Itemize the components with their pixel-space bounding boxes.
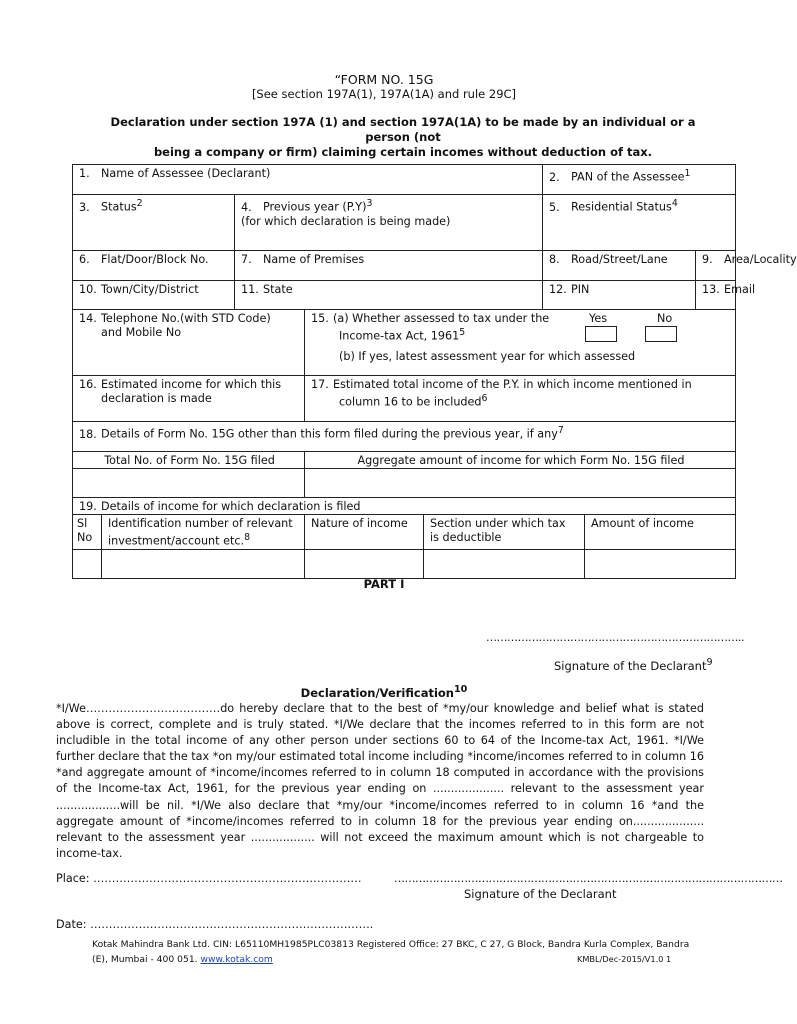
field-pin[interactable]: 12. PIN [543,281,696,310]
col-total-forms-filed: Total No. of Form No. 15G filed [73,452,305,469]
field-note: (for which declaration is being made) [241,214,451,228]
signature-label: Signature of the Declarant$^9$ [554,657,713,673]
field-label: Name of Assessee (Declarant) [101,167,271,180]
field-state[interactable]: 11. State [235,281,543,310]
field-road-street-lane[interactable]: 8. Road/Street/Lane [543,251,696,281]
footer-link[interactable]: www.kotak.com [200,954,273,965]
field-income-details: 19. Details of income for which declaration is filed [73,498,736,515]
table-row [73,549,736,578]
field-previous-year[interactable]: 4. Previous year $(P.Y)^3$ (for which declaration is being made) [235,195,543,251]
footer-line2: (E), Mumbai - 400 051. [92,954,198,965]
field-label: Name of Premises [263,253,365,266]
verification-text: *I/We………………………………do hereby declare that to the best of *my/our knowledge and belief what is stated above is correct, complete and is truly stated. *I/We declare that the incomes referred to in this form are not includible in the total income of any other person under sections 60 to 64 of the Income-tax Act, 1961. *I/We further declare that the tax *on my/our estimated total income including *income/incomes referred to in column 16 *and aggregate amount of *income/incomes referred to in column 18 computed in accordance with the provisions of the Income-tax Act, 1961, for the previous year ending on .................... relevant to the assessment year ..................will be nil. *I/We also declare that *my/our *income/incomes referred to in column 16 *and the aggregate amount of *income/incomes referred to in column 18 for the previous year ending on.................... relevant to the assessment year .................. will not exceed the maximum amount which is not chargeable to income-tax. [56,702,704,860]
field-label: Estimated income for which this [101,378,282,391]
field-label: PIN [571,283,590,296]
yes-label: Yes [589,312,608,325]
header-identification-number: Identification number of relevant investment/account etc.$^8$ [102,515,305,550]
field-residential-status[interactable]: 5. Residential Status$^4$ [543,195,736,251]
field-flat-door-block[interactable]: 6. Flat/Door/Block No. [73,251,235,281]
field-estimated-income[interactable]: 16. Estimated income for which this declaration is made [73,376,305,422]
declaration-form-table [72,164,797,579]
signature-label-2: Signature of the Declarant [464,887,617,901]
field-label: Previous year (P.Y) [263,200,367,214]
field-label-2: declaration is made [101,392,212,405]
field-label: Area/Locality [724,253,797,266]
no-label: No [657,312,673,325]
field-label: Residential Status [571,200,672,214]
input-nature-of-income[interactable] [305,549,424,578]
field-town-city-district[interactable]: 10. Town/City/District [73,281,235,310]
field-label-2: column 16 to be included [339,395,482,409]
field-label: State [263,283,293,296]
field-name-of-premises[interactable]: 7. Name of Premises [235,251,543,281]
declaration-heading-line1: Declaration under section 197A (1) and section 197A(1A) to be made by an individual or a person (not [110,115,696,144]
field-label: Town/City/District [101,283,199,296]
field-label-2: and Mobile No [101,326,182,339]
field-email[interactable]: 13. Email [696,281,736,310]
yes-checkbox[interactable] [585,326,617,342]
header-sl-no: Sl No [73,515,102,550]
input-section[interactable] [424,549,585,578]
field-estimated-total-income[interactable]: 17. Estimated total income of the P.Y. in which income mentioned in column 16 to be included$^6$ [305,376,736,422]
input-aggregate-amount[interactable] [305,469,736,498]
part-label: PART I [363,577,405,591]
no-checkbox[interactable] [645,326,677,342]
field-status[interactable]: 3. Status$^2$ [73,195,235,251]
field-assessed-to-tax: 15. (a) Whether assessed to tax under the Income-tax Act, 1961$^5$ Yes No (b) If yes, latest assessment year for which assessed [305,310,736,376]
signature-line[interactable]: ……………………………………………………………….. [486,631,744,644]
form-title: “FORM NO. 15G [334,72,434,87]
form-subtitle: [See section 197A(1), 197A(1A) and rule 29C] [251,87,517,101]
input-sl-no[interactable] [73,549,102,578]
declaration-heading [88,115,718,160]
place-field[interactable]: Place: ……………………………………………………………… [56,872,362,885]
field-label: Telephone No.(with STD Code) [101,312,271,325]
footer-line1: Kotak Mahindra Bank Ltd. CIN: L65110MH1985PLC03813 Registered Office: 27 BKC, C 27, G Block, Bandra Kurla Complex, Bandra [92,939,690,950]
date-field[interactable]: Date: …………………………………………………………………. [56,918,374,931]
field-label: Road/Street/Lane [571,253,668,266]
signature-line-2[interactable]: ………………………………………………………………………………………………… [394,872,783,885]
field-label: Status [101,200,137,214]
field-label: Details of Form No. 15G other than this form filed during the previous year, if any [101,427,558,441]
header-section: Section under which tax is deductible [424,515,585,550]
verification-heading: Declaration/Verification$^{10}$ [300,684,468,700]
field-area-locality[interactable]: 9. Area/Locality [696,251,736,281]
field-pan[interactable]: 2. PAN of the Assessee$^1$ [543,165,736,195]
field-label: Email [724,283,756,296]
field-label-2: Income-tax Act, 1961 [339,329,460,343]
input-total-forms-filed[interactable] [73,469,305,498]
field-other-15g-details: 18. Details of Form No. 15G other than this form filed during the previous year, if any$^7$ [73,422,736,452]
field-label: Flat/Door/Block No. [101,253,209,266]
input-amount-of-income[interactable] [585,549,736,578]
header-amount-of-income: Amount of income [585,515,736,550]
field-label: Details of income for which declaration is filed [101,500,361,513]
field-name-of-assessee[interactable]: 1. Name of Assessee (Declarant) [73,165,543,195]
header-nature-of-income: Nature of income [305,515,424,550]
field-label: Estimated total income of the P.Y. in which income mentioned in [333,378,692,391]
field-label: PAN of the Assessee [571,170,685,184]
col-aggregate-amount: Aggregate amount of income for which Form No. 15G filed [305,452,736,469]
field-telephone-mobile[interactable]: 14. Telephone No.(with STD Code) and Mobile No [73,310,305,376]
input-identification-number[interactable] [102,549,305,578]
footer-code: KMBL/Dec-2015/V1.0 1 [577,954,672,964]
declaration-heading-line2: being a company or firm) claiming certain incomes without deduction of tax. [153,145,653,159]
field-label-b: (b) If yes, latest assessment year for which assessed [339,349,636,363]
field-label: (a) Whether assessed to tax under the [333,312,550,325]
